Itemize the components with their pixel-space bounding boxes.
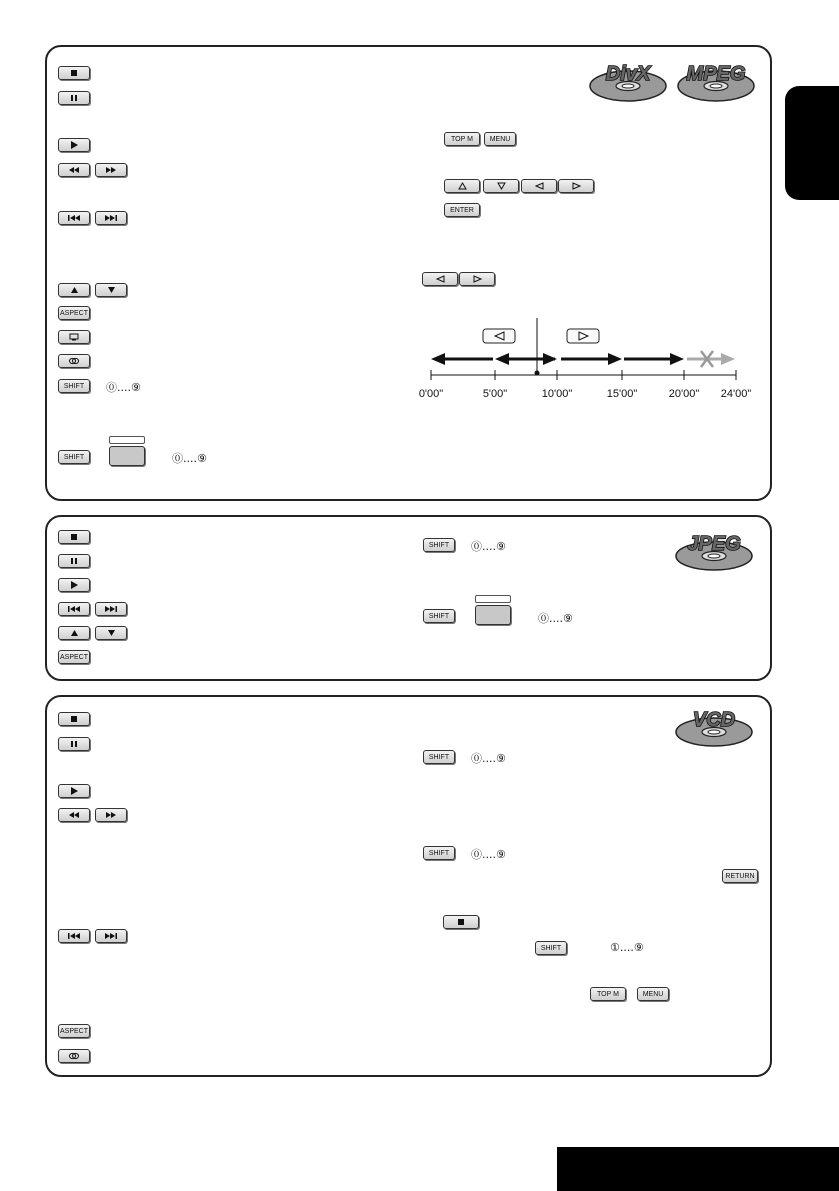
key-label-box — [475, 595, 511, 603]
number-keys-range: ⓪....⑨ — [172, 452, 207, 465]
skip-previous-icon — [67, 214, 81, 222]
forward-skip-arrows — [561, 353, 684, 365]
play-icon — [70, 787, 79, 795]
key-label-box — [109, 436, 145, 444]
vcd-disc-logo — [664, 704, 764, 750]
play-button[interactable] — [58, 578, 90, 592]
audio-button[interactable] — [58, 1049, 90, 1063]
timeline-label: 5'00" — [482, 388, 508, 400]
audio-icon — [68, 1052, 80, 1060]
enter-button[interactable]: ENTER — [444, 203, 480, 217]
down-arrow-icon — [107, 629, 116, 637]
shift-button[interactable]: SHIFT — [423, 609, 455, 623]
svg-text:JPEG: JPEG — [687, 533, 741, 555]
footer-bar — [557, 1147, 839, 1191]
blank-key[interactable] — [475, 605, 511, 625]
svg-text:MPEG: MPEG — [686, 63, 746, 85]
aspect-button[interactable]: ASPECT — [58, 306, 90, 320]
skip-previous-button[interactable] — [58, 929, 90, 943]
jpeg-disc-logo — [664, 528, 764, 574]
timeline-label: 24'00" — [720, 388, 752, 400]
blank-key[interactable] — [109, 446, 145, 466]
skip-previous-button[interactable] — [58, 211, 90, 225]
mpeg-disc-logo — [672, 56, 762, 104]
skip-previous-icon — [67, 605, 81, 613]
skip-next-button[interactable] — [95, 602, 127, 616]
stop-button[interactable] — [443, 915, 479, 929]
divx-mpeg-panel — [45, 45, 772, 501]
aspect-button[interactable]: ASPECT — [58, 1024, 90, 1038]
rewind-button[interactable] — [58, 808, 90, 822]
left-button[interactable] — [521, 179, 557, 193]
subtitle-icon — [69, 333, 79, 341]
top-menu-button[interactable]: TOP M — [590, 987, 626, 1001]
stop-icon — [70, 715, 78, 723]
play-button[interactable] — [58, 784, 90, 798]
up-button[interactable] — [58, 626, 90, 640]
top-menu-button[interactable]: TOP M — [444, 132, 480, 146]
stop-icon — [70, 69, 78, 77]
rewind-icon — [68, 166, 80, 174]
stop-button[interactable] — [58, 530, 90, 544]
shift-button[interactable]: SHIFT — [423, 846, 455, 860]
language-tab — [785, 86, 839, 200]
svg-text:VCD: VCD — [692, 709, 736, 731]
skip-timeline-diagram — [415, 318, 765, 403]
skip-next-icon — [104, 932, 118, 940]
aspect-button[interactable]: ASPECT — [58, 650, 90, 664]
number-keys-range: ⓪....⑨ — [106, 381, 141, 394]
pause-button[interactable] — [58, 554, 90, 568]
down-arrow-icon — [497, 182, 506, 190]
number-keys-range: ①....⑨ — [610, 941, 644, 954]
shift-button[interactable]: SHIFT — [58, 450, 90, 464]
skip-next-button[interactable] — [95, 929, 127, 943]
shift-button[interactable]: SHIFT — [423, 750, 455, 764]
stop-icon — [70, 533, 78, 541]
play-icon — [70, 581, 79, 589]
pause-icon — [70, 94, 78, 102]
down-button[interactable] — [483, 179, 519, 193]
fast-forward-icon — [105, 811, 117, 819]
skip-next-icon — [104, 605, 118, 613]
fast-forward-button[interactable] — [95, 808, 127, 822]
right-button — [567, 329, 599, 343]
menu-button[interactable]: MENU — [484, 132, 516, 146]
pause-icon — [70, 557, 78, 565]
fast-forward-icon — [105, 166, 117, 174]
down-arrow-icon — [107, 286, 116, 294]
up-arrow-icon — [458, 182, 467, 190]
subtitle-button[interactable] — [58, 330, 90, 344]
up-arrow-icon — [70, 286, 79, 294]
fast-forward-button[interactable] — [95, 163, 127, 177]
timeline-label: 15'00" — [606, 388, 638, 400]
divx-disc-logo — [588, 56, 672, 104]
jpeg-panel — [45, 515, 772, 681]
left-button — [483, 329, 515, 343]
svg-text:DivX: DivX — [605, 63, 651, 85]
timeline-label: 0'00" — [418, 388, 444, 400]
play-button[interactable] — [58, 138, 90, 152]
audio-button[interactable] — [58, 354, 90, 368]
stop-button[interactable] — [58, 66, 90, 80]
skip-previous-button[interactable] — [58, 602, 90, 616]
rewind-icon — [68, 811, 80, 819]
up-button[interactable] — [444, 179, 480, 193]
audio-icon — [68, 357, 80, 365]
rewind-button[interactable] — [58, 163, 90, 177]
up-button[interactable] — [58, 283, 90, 297]
right-arrow-icon — [572, 182, 581, 190]
stop-button[interactable] — [58, 712, 90, 726]
skip-previous-icon — [67, 932, 81, 940]
return-button[interactable]: RETURN — [722, 869, 758, 883]
shift-button[interactable]: SHIFT — [58, 379, 90, 393]
number-keys-range: ⓪....⑨ — [471, 752, 506, 765]
pause-button[interactable] — [58, 737, 90, 751]
down-button[interactable] — [95, 626, 127, 640]
skip-next-button[interactable] — [95, 211, 127, 225]
timeline-label: 10'00" — [541, 388, 573, 400]
up-arrow-icon — [70, 629, 79, 637]
shift-button[interactable]: SHIFT — [423, 538, 455, 552]
pause-icon — [70, 740, 78, 748]
play-icon — [70, 141, 79, 149]
number-keys-range: ⓪....⑨ — [471, 848, 506, 861]
down-button[interactable] — [95, 283, 127, 297]
stop-icon — [457, 918, 465, 926]
vcd-panel — [45, 695, 772, 1077]
number-keys-range: ⓪....⑨ — [471, 540, 506, 553]
menu-button[interactable]: MENU — [637, 987, 669, 1001]
right-button[interactable] — [459, 272, 495, 286]
right-arrow-icon — [473, 275, 482, 283]
skip-next-icon — [104, 214, 118, 222]
left-arrow-icon — [436, 275, 445, 283]
left-arrow-icon — [535, 182, 544, 190]
timeline-label: 20'00" — [668, 388, 700, 400]
left-button[interactable] — [422, 272, 458, 286]
backward-skip-arrows — [431, 353, 557, 365]
right-button[interactable] — [558, 179, 594, 193]
shift-button[interactable]: SHIFT — [535, 941, 567, 955]
number-keys-range: ⓪....⑨ — [538, 612, 573, 625]
pause-button[interactable] — [58, 91, 90, 105]
